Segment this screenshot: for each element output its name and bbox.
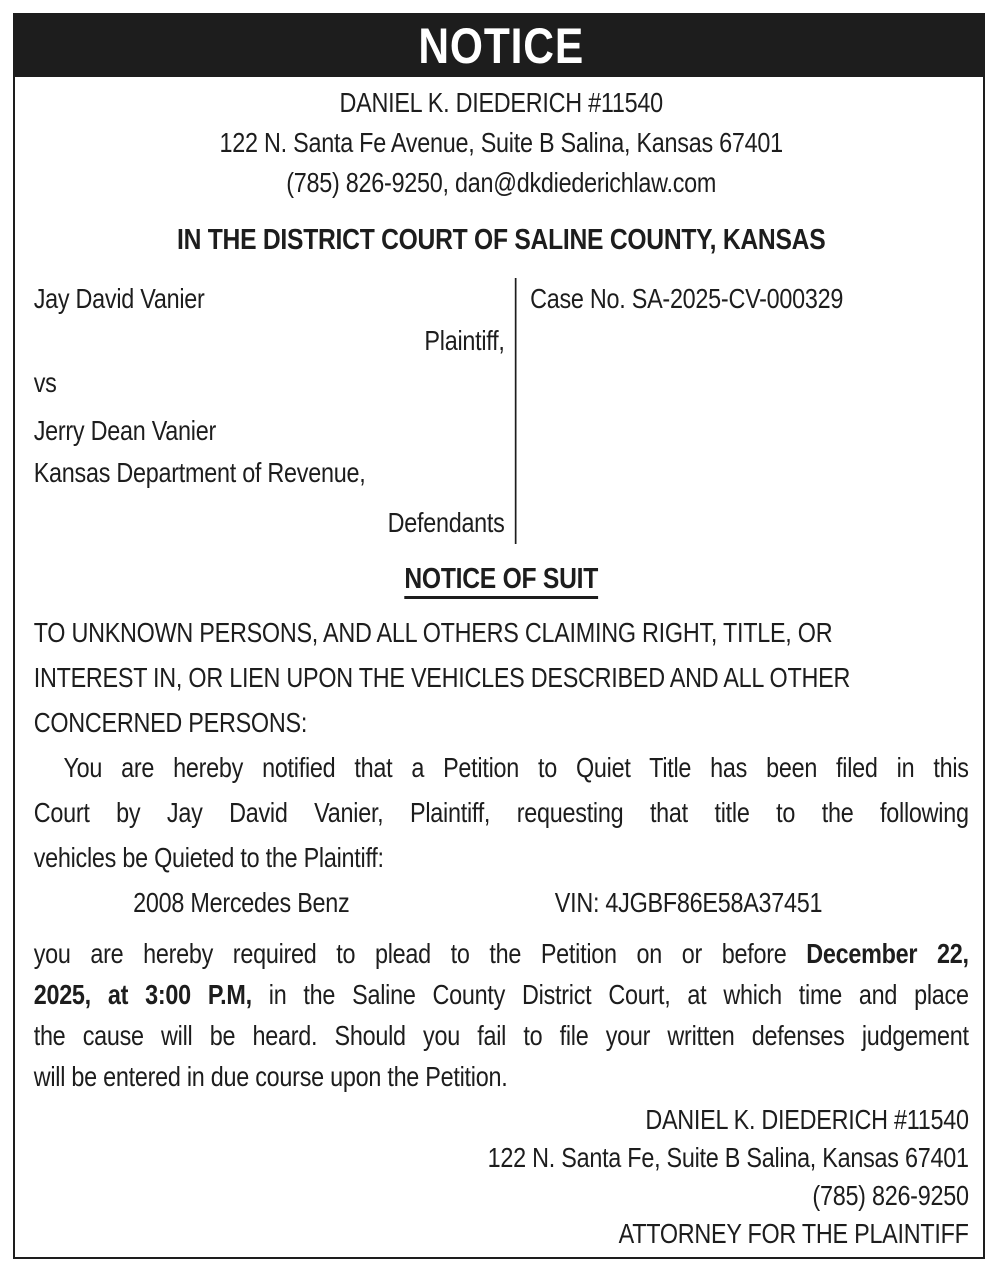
defendant-names — [34, 410, 505, 494]
bold-text-run: 2025, at 3:00 P.M, — [33, 979, 252, 1010]
text-line: vehicles be Quieted to the Plaintiff: — [33, 842, 384, 873]
text-line: You are hereby notified that a Petition to Quiet Title has been filed in this — [63, 752, 969, 783]
vehicle-vin: VIN: 4JGBF86E58A37451 — [554, 887, 823, 918]
notice-of-suit-title: NOTICE OF SUIT — [404, 563, 598, 599]
text-run: in the Saline County District Court, at which time and place — [251, 979, 969, 1010]
attorney-header-block — [34, 83, 969, 203]
signature-block — [34, 1101, 969, 1253]
text-line: Kansas Department of Revenue, — [33, 457, 366, 488]
text-line: Jerry Dean Vanier — [33, 415, 217, 446]
caption-case-column — [517, 278, 969, 544]
versus-label: vs — [33, 367, 57, 398]
text-run: you are hereby required to plead to the Petition on or before — [33, 938, 807, 969]
text-line: 122 N. Santa Fe Avenue, Suite B Salina, Kansas 67401 — [219, 127, 783, 158]
plead-paragraph — [34, 933, 969, 1097]
legal-notice-document — [13, 13, 985, 1259]
plaintiff-role-label: Plaintiff, — [424, 325, 505, 356]
bold-text-run: December 22, — [806, 938, 969, 969]
notice-paragraph — [34, 745, 969, 880]
notice-banner-title: NOTICE — [418, 18, 585, 74]
plaintiff-name: Jay David Vanier — [33, 283, 205, 314]
notice-of-suit-heading — [34, 556, 969, 602]
defendants-role-label: Defendants — [387, 507, 505, 538]
case-number: Case No. SA-2025-CV-000329 — [530, 283, 844, 314]
case-caption — [34, 278, 969, 544]
addressees-block — [34, 610, 969, 745]
text-line: will be entered in due course upon the Petition. — [33, 1061, 508, 1092]
vehicle-line — [34, 880, 969, 925]
text-line: the cause will be heard. Should you fail to file your written defenses judgement — [33, 1020, 969, 1051]
text-line: (785) 826-9250, dan@dkdiederichlaw.com — [286, 167, 717, 198]
text-line — [34, 974, 969, 1015]
text-line: CONCERNED PERSONS: — [33, 707, 308, 738]
vehicle-description: 2008 Mercedes Benz — [133, 887, 350, 918]
text-line — [34, 933, 969, 974]
court-title: IN THE DISTRICT COURT OF SALINE COUNTY, KANSAS — [177, 224, 826, 256]
document-inner — [15, 15, 985, 1253]
notice-banner — [15, 15, 985, 77]
text-line: 122 N. Santa Fe, Suite B Salina, Kansas 67401 — [487, 1142, 969, 1173]
text-line: ATTORNEY FOR THE PLAINTIFF — [618, 1218, 969, 1249]
text-line: TO UNKNOWN PERSONS, AND ALL OTHERS CLAIMING RIGHT, TITLE, OR — [33, 617, 833, 648]
caption-parties-column — [34, 278, 515, 544]
text-line: DANIEL K. DIEDERICH #11540 — [645, 1104, 969, 1135]
text-line: Court by Jay David Vanier, Plaintiff, requesting that title to the following — [33, 797, 969, 828]
text-line: (785) 826-9250 — [812, 1180, 969, 1211]
document-content — [15, 77, 985, 1253]
text-line: DANIEL K. DIEDERICH #11540 — [339, 87, 663, 118]
text-line: INTEREST IN, OR LIEN UPON THE VEHICLES DESCRIBED AND ALL OTHER — [33, 662, 851, 693]
